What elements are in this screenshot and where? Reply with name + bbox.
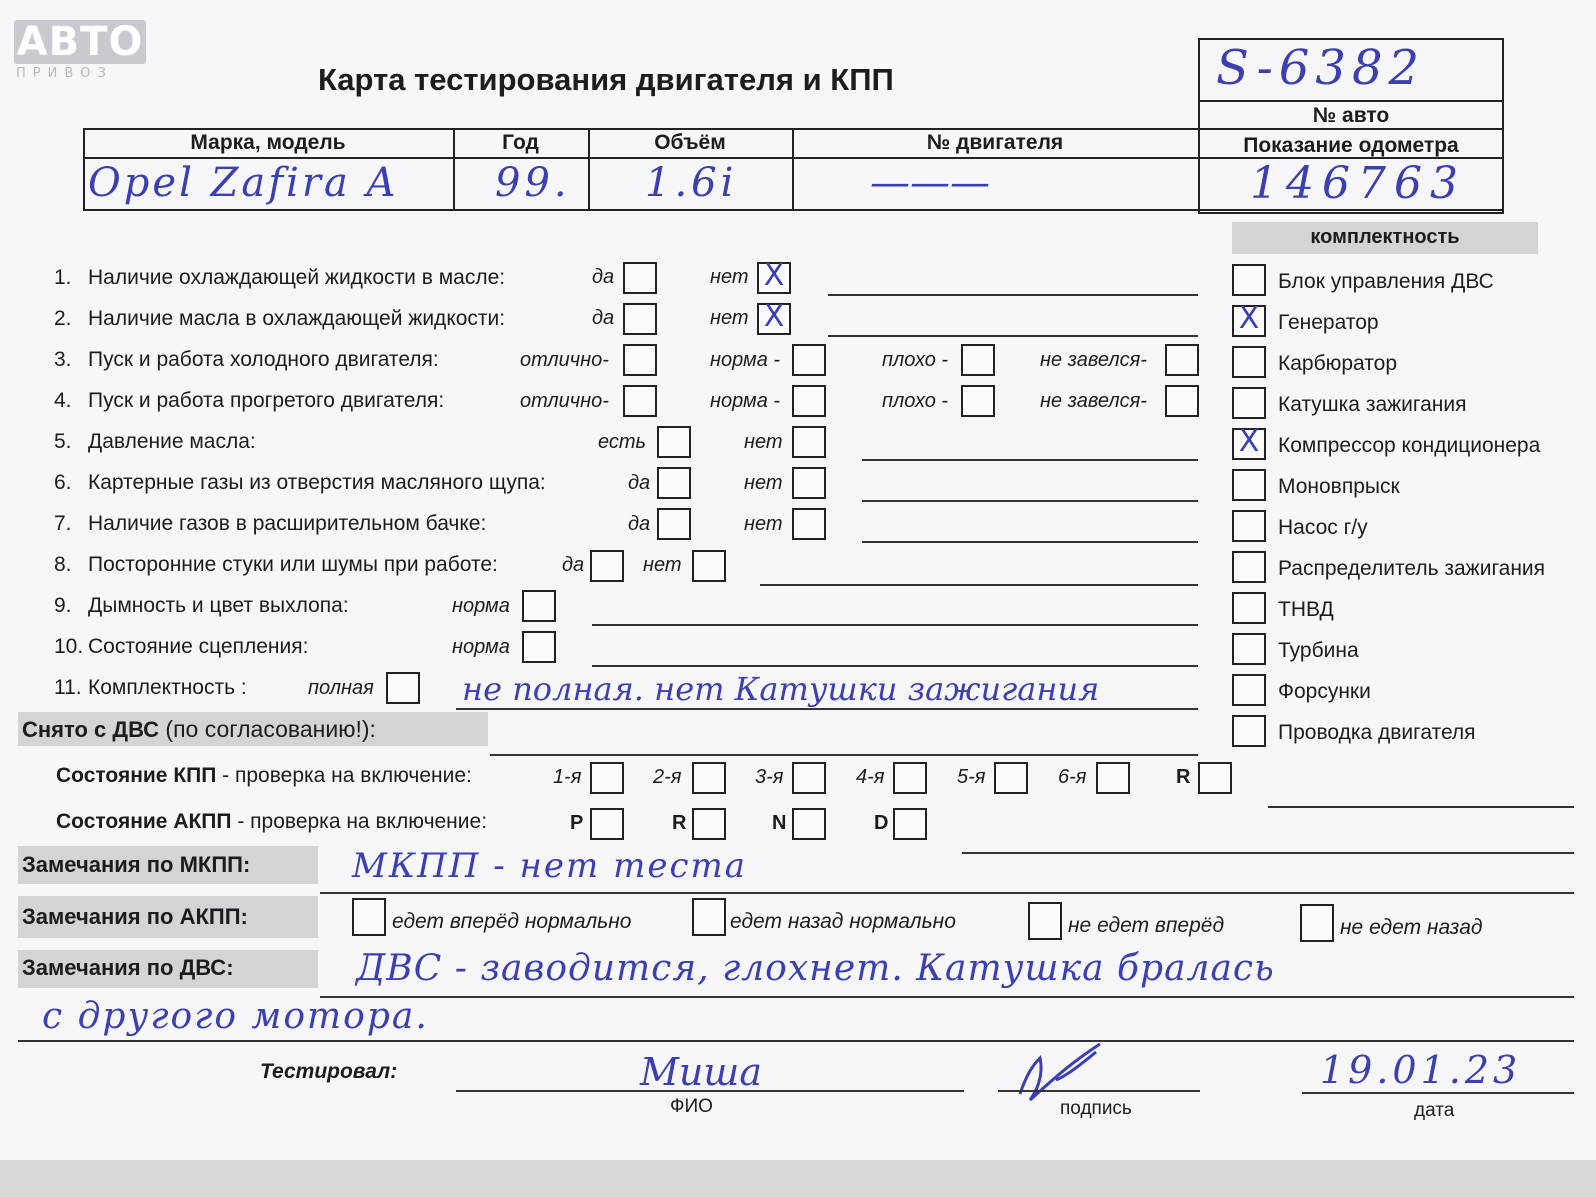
row-4-opt-c: плохо - [882,390,949,412]
row-4-normal-checkbox[interactable] [792,385,826,417]
completeness-carburetor-label: Карбюратор [1278,352,1398,375]
scan-background [0,1160,1596,1197]
kpp-gear-3-label: 3-я [755,766,784,788]
row-2-label: Наличие масла в охлаждающей жидкости: [88,307,506,330]
page-title: Карта тестирования двигателя и КПП [318,62,894,97]
engine-number-value: ——— [870,160,990,206]
kpp-gear-1-checkbox[interactable] [590,762,624,794]
completeness-generator-label: Генератор [1278,311,1379,334]
akpp-forward-ok-label: едет вперёд нормально [392,910,632,933]
completeness-ps-pump-checkbox[interactable] [1232,510,1266,542]
row-1-mark: X [763,258,785,293]
date-value: 19.01.23 [1320,1048,1522,1092]
volume-value: 1.6i [645,160,738,206]
completeness-tnvd-checkbox[interactable] [1232,592,1266,624]
row-3-bad-checkbox[interactable] [961,344,995,376]
akpp-line [962,852,1574,854]
row-2-opt-b: нет [710,307,749,329]
removed-label-bold: Снято с ДВС [22,717,160,742]
row-6-yes-checkbox[interactable] [657,467,691,499]
completeness-generator-checkbox[interactable] [1232,301,1266,337]
kpp-gear-1-label: 1-я [553,766,582,788]
row-11-full-checkbox[interactable] [386,672,420,704]
signature-caption: подпись [1060,1098,1132,1119]
akpp-mode-p-label: P [570,812,584,834]
kpp-gear-6-label: 6-я [1058,766,1087,788]
row-6-opt-a: да [628,472,651,494]
akpp-no-backward-checkbox[interactable] [1300,904,1334,942]
akpp-label [56,810,487,834]
row-1-opt-a: да [592,266,615,288]
row-5-no-checkbox[interactable] [792,426,826,458]
row-8-opt-b: нет [643,554,682,576]
row-4-label: Пуск и работа прогретого двигателя: [88,389,445,412]
row-7-opt-a: да [628,513,651,535]
completeness-distributor-label: Распределитель зажигания [1278,557,1546,580]
completeness-turbine-checkbox[interactable] [1232,633,1266,665]
row-4-bad-checkbox[interactable] [961,385,995,417]
row-3-opt-b: норма - [710,349,781,371]
row-4-opt-d: не завелся- [1040,390,1147,412]
completeness-ecu-label: Блок управления ДВС [1278,270,1494,293]
logo-subtitle: ПРИВОЗ [16,66,113,81]
row-3-opt-d: не завелся- [1040,349,1147,371]
row-10-number: 10. [54,635,84,658]
col-year: Год [502,131,539,154]
signature [1006,1036,1116,1106]
row-5-yes-checkbox[interactable] [657,426,691,458]
logo-brand: АВТО [16,19,144,65]
akpp-forward-ok-checkbox[interactable] [352,898,386,936]
mkpp-remarks-line [320,892,1574,894]
row-1-yes-checkbox[interactable] [623,262,657,294]
completeness-ac-compressor-checkbox[interactable] [1232,424,1266,460]
row-1-opt-b: нет [710,266,749,288]
row-5-label: Давление масла: [88,430,256,453]
completeness-monoinjection-checkbox[interactable] [1232,469,1266,501]
row-4-not-started-checkbox[interactable] [1165,385,1199,417]
row-3-not-started-checkbox[interactable] [1165,344,1199,376]
row-9-number: 9. [54,594,72,617]
kpp-gear-4-label: 4-я [856,766,885,788]
completeness-injectors-label: Форсунки [1278,680,1371,703]
kpp-gear-3-checkbox[interactable] [792,762,826,794]
col-engine-number: № двигателя [926,131,1064,154]
akpp-no-backward-label: не едет назад [1340,916,1483,939]
row-7-label: Наличие газов в расширительном бачке: [88,512,487,535]
row-6-opt-b: нет [744,472,783,494]
completeness-ac-compressor-label: Компрессор кондиционера [1278,434,1541,457]
completeness-ps-pump-label: Насос г/у [1278,516,1368,539]
row-1-label: Наличие охлаждающей жидкости в масле: [88,266,506,289]
akpp-mode-d-checkbox[interactable] [893,808,927,840]
auto-number-label: № авто [1312,104,1390,127]
akpp-label-rest: - проверка на включение: [231,810,488,833]
row-6-line [862,500,1198,502]
akpp-backward-ok-label: едет назад нормально [730,910,956,933]
row-10-line [592,665,1198,667]
kpp-gear-r-label: R [1176,766,1191,788]
make-model-value: Opel Zafira A [88,160,399,206]
row-4-number: 4. [54,389,72,412]
row-1-number: 1. [54,266,72,289]
row-11-note: не полная. нет Катушки зажигания [462,670,1100,708]
completeness-ignition-coil-label: Катушка зажигания [1278,393,1467,416]
dvs-remarks-note-2: с другого мотора. [42,996,429,1037]
row-9-line [592,624,1198,626]
row-7-number: 7. [54,512,72,535]
row-2-mark: X [763,299,785,334]
auto-number-divider [1198,100,1504,102]
row-8-yes-checkbox[interactable] [590,550,624,582]
dvs-remarks-line-2 [18,1040,1574,1042]
completeness-ac-compressor-mark: X [1238,424,1260,459]
row-11-number: 11. [54,676,82,699]
akpp-mode-p-checkbox[interactable] [590,808,624,840]
completeness-generator-mark: X [1238,301,1260,336]
tester-name-value: Миша [640,1050,763,1094]
row-7-no-checkbox[interactable] [792,508,826,540]
row-9-normal-checkbox[interactable] [522,590,556,622]
row-6-label: Картерные газы из отверстия масляного щупа: [88,471,546,494]
row-9-label: Дымность и цвет выхлопа: [88,594,349,617]
row-8-number: 8. [54,553,72,576]
row-10-label: Состояние сцепления: [88,635,309,658]
akpp-no-forward-checkbox[interactable] [1028,902,1062,940]
row-11-line [456,708,1198,710]
year-value: 99. [495,160,571,206]
completeness-ecu-checkbox[interactable] [1232,264,1266,296]
akpp-no-forward-label: не едет вперёд [1068,914,1225,937]
date-caption: дата [1414,1100,1455,1121]
completeness-carburetor-checkbox[interactable] [1232,346,1266,378]
completeness-injectors-checkbox[interactable] [1232,674,1266,706]
row-11-label: Комплектность : [88,676,247,699]
row-5-opt-b: нет [744,431,783,453]
akpp-mode-r-checkbox[interactable] [692,808,726,840]
row-4-excellent-checkbox[interactable] [623,385,657,417]
row-8-no-checkbox[interactable] [692,550,726,582]
completeness-title: комплектность [1310,226,1460,248]
completeness-monoinjection-label: Моновпрыск [1278,475,1400,498]
name-caption: ФИО [670,1096,713,1117]
row-9-opt-a: норма [452,595,510,617]
row-8-line [760,584,1198,586]
row-11-opt-a: полная [308,677,374,699]
completeness-tnvd-label: ТНВД [1278,598,1334,621]
row-7-opt-b: нет [744,513,783,535]
row-4-opt-a: отлично- [520,390,609,412]
col-make-model: Марка, модель [190,131,346,154]
row-3-label: Пуск и работа холодного двигателя: [88,348,439,371]
completeness-turbine-label: Турбина [1278,639,1359,662]
odometer-label: Показание одометра [1243,134,1459,157]
kpp-gear-2-checkbox[interactable] [692,762,726,794]
completeness-ignition-coil-checkbox[interactable] [1232,387,1266,419]
akpp-mode-n-label: N [772,812,787,834]
signature-line [998,1090,1200,1092]
mkpp-remarks-note: МКПП - нет теста [352,846,748,886]
kpp-label-rest: - проверка на включение: [216,764,472,787]
row-2-line [828,335,1198,337]
row-3-excellent-checkbox[interactable] [623,344,657,376]
kpp-gear-5-label: 5-я [957,766,986,788]
akpp-label-bold: Состояние АКПП [56,810,232,833]
row-3-normal-checkbox[interactable] [792,344,826,376]
completeness-wiring-checkbox[interactable] [1232,715,1266,747]
row-2-yes-checkbox[interactable] [623,303,657,335]
row-5-number: 5. [54,430,72,453]
odometer-value: 146763 [1250,158,1466,209]
completeness-wiring-label: Проводка двигателя [1278,721,1476,744]
row-7-yes-checkbox[interactable] [657,508,691,540]
row-8-opt-a: да [562,554,585,576]
mkpp-remarks-label: Замечания по МКПП: [22,852,251,877]
row-10-normal-checkbox[interactable] [522,631,556,663]
tested-by-label: Тестировал: [260,1060,398,1083]
kpp-label-bold: Состояние КПП [56,764,217,787]
row-6-no-checkbox[interactable] [792,467,826,499]
akpp-mode-d-label: D [874,812,889,834]
kpp-gear-2-label: 2-я [653,766,682,788]
row-2-no-checkbox[interactable] [757,299,791,335]
col-divider [1198,128,1200,211]
row-1-no-checkbox[interactable] [757,258,791,294]
kpp-gear-4-checkbox[interactable] [893,762,927,794]
row-3-opt-a: отлично- [520,349,609,371]
dvs-remarks-note-1: ДВС - заводится, глохнет. Катушка бралась [356,948,1275,989]
row-8-label: Посторонние стуки или шумы при работе: [88,553,498,576]
kpp-gear-5-checkbox[interactable] [994,762,1028,794]
row-6-number: 6. [54,471,72,494]
dvs-remarks-label: Замечания по ДВС: [22,955,234,980]
row-3-number: 3. [54,348,72,371]
kpp-gear-6-checkbox[interactable] [1096,762,1130,794]
col-volume: Объём [654,131,726,154]
row-2-opt-a: да [592,307,615,329]
dvs-remarks-line-1 [320,996,1574,998]
kpp-gear-r-checkbox[interactable] [1198,762,1232,794]
akpp-backward-ok-checkbox[interactable] [692,898,726,936]
removed-label-rest: (по согласованию!): [159,716,376,742]
date-line [1302,1092,1574,1094]
auto-number-value: S-6382 [1216,40,1426,96]
logo [14,20,146,64]
removed-label [22,716,376,743]
row-2-number: 2. [54,307,72,330]
row-5-opt-a: есть [598,431,647,453]
kpp-label [56,764,472,788]
row-1-line [828,294,1198,296]
akpp-remarks-label: Замечания по АКПП: [22,904,248,929]
row-3-opt-c: плохо - [882,349,949,371]
kpp-line [1268,806,1574,808]
akpp-mode-r-label: R [672,812,687,834]
row-5-line [862,459,1198,461]
completeness-distributor-checkbox[interactable] [1232,551,1266,583]
row-10-opt-a: норма [452,636,510,658]
removed-line [490,754,1198,756]
name-line [456,1090,964,1092]
akpp-mode-n-checkbox[interactable] [792,808,826,840]
row-7-line [862,541,1198,543]
row-4-opt-b: норма - [710,390,781,412]
